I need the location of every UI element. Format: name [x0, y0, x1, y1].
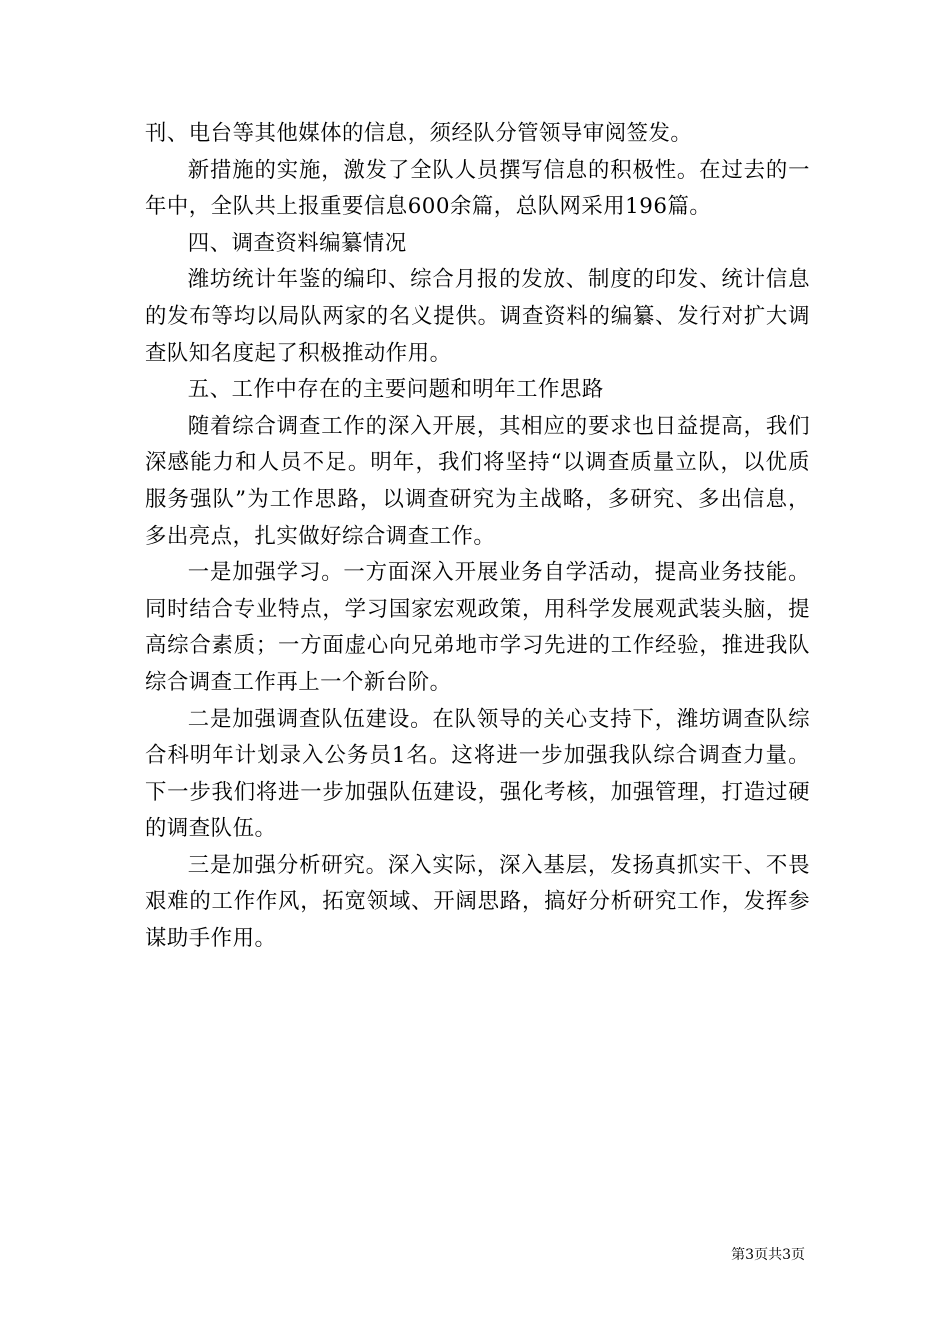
section-heading-4: 四、调查资料编纂情况 — [187, 230, 407, 256]
section-heading-5: 五、工作中存在的主要问题和明年工作思路 — [187, 377, 604, 403]
paragraph-7: 三是加强分析研究。深入实际，深入基层，发扬真抓实干、不畏艰难的工作作风，拓宽领域、开阔思路，搞好分析研究工作，发挥参谋助手作用。 — [145, 852, 810, 952]
paragraph-4: 随着综合调查工作的深入开展，其相应的要求也日益提高，我们深感能力和人员不足。明年，我们将坚持“以调查质量立队，以优质服务强队”为工作思路，以调查研究为主战略，多研究、多出信息，多出亮点，扎实做好综合调查工作。 — [145, 413, 810, 549]
paragraph-6: 二是加强调查队伍建设。在队领导的关心支持下，潍坊调查队综合科明年计划录入公务员1名。这将进一步加强我队综合调查力量。下一步我们将进一步加强队伍建设，强化考核，加强管理，打造过硬的调查队伍。 — [145, 706, 810, 842]
paragraph-3: 潍坊统计年鉴的编印、综合月报的发放、制度的印发、统计信息的发布等均以局队两家的名义提供。调查资料的编纂、发行对扩大调查队知名度起了积极推动作用。 — [145, 267, 810, 366]
paragraph-5: 一是加强学习。一方面深入开展业务自学活动，提高业务技能。同时结合专业特点，学习国家宏观政策，用科学发展观武装头脑，提高综合素质；一方面虚心向兄弟地市学习先进的工作经验，推进我队综合调查工作再上一个新台阶。 — [145, 560, 810, 695]
paragraph-1: 刊、电台等其他媒体的信息，须经队分管领导审阅签发。 — [145, 121, 693, 146]
document-body — [145, 116, 810, 958]
paragraph-2: 新措施的实施，激发了全队人员撰写信息的积极性。在过去的一年中，全队共上报重要信息600余篇，总队网采用196篇。 — [145, 157, 810, 220]
page-number-footer: 第3页共3页 — [731, 1247, 805, 1263]
